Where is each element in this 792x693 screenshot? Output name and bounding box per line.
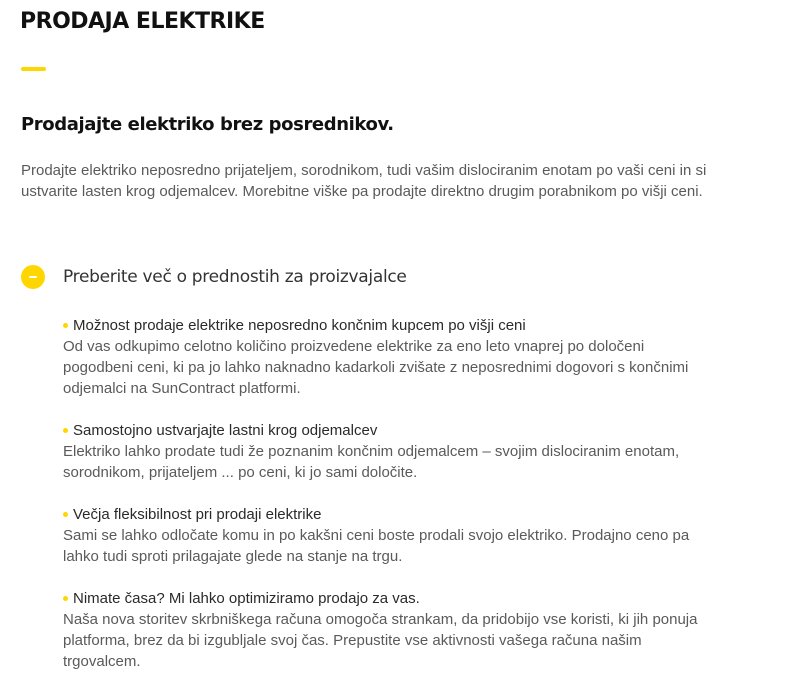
benefit-item: [63, 315, 713, 399]
benefits-list: [63, 315, 713, 693]
benefit-title-text: Samostojno ustvarjajte lastni krog odjemalcev: [73, 422, 378, 439]
bullet-icon: [63, 428, 68, 433]
benefit-title-text: Večja fleksibilnost pri prodaji elektrike: [73, 506, 322, 523]
benefit-text: Naša nova storitev skrbniškega računa omogoča strankam, da pridobijo vse koristi, ki jih ponuja platforma, brez da bi izgubljale svoj čas. Prepustite vse aktivnosti vašega računa našim trgovalcem.: [63, 611, 698, 670]
benefits-accordion: [21, 265, 741, 289]
bullet-icon: [63, 512, 68, 517]
benefit-title-text: Nimate časa? Mi lahko optimiziramo prodajo za vas.: [73, 590, 420, 607]
benefit-title: [63, 588, 713, 609]
minus-icon: [29, 276, 37, 278]
section-heading: Prodajajte elektriko brez posrednikov.: [21, 114, 394, 135]
bullet-icon: [63, 596, 68, 601]
benefit-title: [63, 315, 713, 336]
benefit-title: [63, 420, 713, 441]
benefit-text: Od vas odkupimo celotno količino proizvedene elektrike za eno leto vnaprej po določeni pogodbeni ceni, ki pa jo lahko naknadno kadarkoli zvišate z neposrednimi dogovori s končnimi odjemalci na SunContract platformi.: [63, 338, 689, 397]
page-title: PRODAJA ELEKTRIKE: [20, 9, 265, 34]
benefit-item: [63, 420, 713, 483]
benefit-title-text: Možnost prodaje elektrike neposredno končnim kupcem po višji ceni: [73, 317, 526, 334]
accordion-title[interactable]: Preberite več o prednostih za proizvajalce: [63, 267, 407, 287]
bullet-icon: [63, 323, 68, 328]
benefit-text: Elektriko lahko prodate tudi že poznanim končnim odjemalcem – svojim dislociranim enotam, sorodnikom, prijateljem ... po ceni, ki jo sami določite.: [63, 443, 680, 481]
benefit-item: [63, 504, 713, 567]
benefit-item: [63, 588, 713, 672]
accordion-header[interactable]: [21, 265, 741, 289]
minus-circle-icon[interactable]: [21, 265, 45, 289]
benefit-text: Sami se lahko odločate komu in po kakšni ceni boste prodali svojo elektriko. Prodajno ceno pa lahko tudi sproti prilagajate glede na stanje na trgu.: [63, 527, 690, 565]
title-underline: [21, 67, 46, 71]
intro-paragraph: Prodajte elektriko neposredno prijateljem, sorodnikom, tudi vašim dislociranim enotam po vaši ceni in si ustvarite lasten krog odjemalcev. Morebitne viške pa prodajte direktno drugim porabnikom po višji ceni.: [21, 162, 707, 200]
benefit-title: [63, 504, 713, 525]
